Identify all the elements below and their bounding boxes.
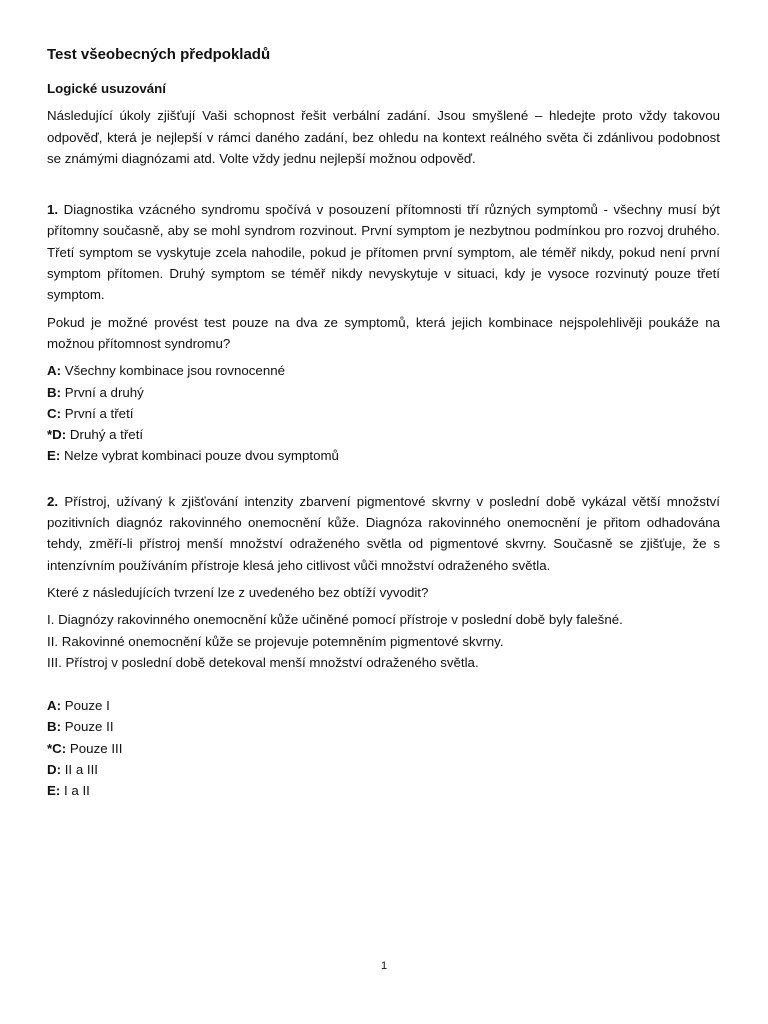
statement-item: III. Přístroj v poslední době detekoval menší množství odraženého světla. — [47, 654, 479, 670]
answer-option-c — [47, 403, 720, 424]
option-text: Pouze II — [64, 719, 114, 735]
answer-option-a — [47, 695, 720, 716]
answer-option-d — [47, 759, 720, 780]
answer-option-b — [47, 382, 720, 403]
option-key: B: — [47, 384, 62, 400]
statement-item: I. Diagnózy rakovinného onemocnění kůže učiněné pomocí přístroje v poslední době byly falešné. — [47, 612, 623, 628]
answer-options — [47, 695, 720, 801]
answer-option-d — [47, 424, 720, 445]
option-text: Nelze vybrat kombinaci pouze dvou symptomů — [64, 448, 339, 464]
intro-paragraph: Následující úkoly zjišťují Vaši schopnost řešit verbální zadání. Jsou smyšlené – hledejte proto vždy takovou odpověď, která je nejlepší v rámci daného zadání, bez ohledu na kontext reálného světa či zdánlivou podobnost se známými diagnózami atd. Volte vždy jednu nejlepší možnou odpověď. — [47, 108, 720, 166]
option-text: Pouze III — [69, 740, 123, 756]
option-text: I a II — [64, 783, 90, 799]
answer-option-e — [47, 445, 720, 466]
answer-option-a — [47, 360, 720, 381]
statement-list — [47, 609, 720, 673]
statement-item: II. Rakovinné onemocnění kůže se projevuje potemněním pigmentové skvrny. — [47, 633, 504, 649]
question-2-prompt: Které z následujících tvrzení lze z uvedeného bez obtíží vyvodit? — [47, 584, 429, 600]
answer-option-e — [47, 780, 720, 801]
option-text: II a III — [64, 762, 98, 778]
option-key: D: — [47, 762, 62, 778]
answer-option-b — [47, 716, 720, 737]
option-key: E: — [47, 448, 61, 464]
question-number: 2. — [47, 493, 59, 509]
option-text: První a třetí — [64, 405, 134, 421]
page-number: 1 — [380, 960, 388, 972]
option-text: Pouze I — [64, 698, 110, 714]
option-text: Všechny kombinace jsou rovnocenné — [64, 363, 286, 379]
option-key: C: — [47, 405, 62, 421]
question-1-text — [47, 199, 720, 305]
question-1 — [47, 199, 720, 467]
question-body: Diagnostika vzácného syndromu spočívá v posouzení přítomnosti tří různých symptomů - všechny musí být přítomny současně, aby se mohl syndrom rozvinout. První symptom je nezbytnou podmínkou pro rozvoj druhého. Třetí symptom se vyskytuje zcela nahodile, pokud je přítomen první symptom, ale téměř nikdy, pokud není první symptom přítomen. Druhý symptom se téměř nikdy nevyskytuje v situaci, kdy je vysoce rozvinutý pouze třetí symptom. — [47, 202, 720, 303]
question-2 — [47, 491, 720, 802]
document-title: Test všeobecných předpokladů — [47, 46, 271, 63]
question-number: 1. — [47, 202, 59, 218]
option-key: B: — [47, 719, 62, 735]
option-text: První a druhý — [64, 384, 144, 400]
option-key: *C: — [47, 740, 67, 756]
question-1-prompt: Pokud je možné provést test pouze na dva ze symptomů, která jejich kombinace nejspolehlivěji poukáže na možnou přítomnost syndromu? — [47, 314, 720, 351]
option-key: A: — [47, 363, 62, 379]
option-key: E: — [47, 783, 61, 799]
answer-option-c — [47, 738, 720, 759]
question-body: Přístroj, užívaný k zjišťování intenzity zbarvení pigmentové skvrny v poslední době vykázal větší množství pozitivních diagnóz rakovinného onemocnění kůže. Diagnóza rakovinného onemocnění je přitom odhadována tehdy, změří-li přístroj menší množství odraženého světla od pigmentové skvrny. Současně se zjišťuje, že s intenzívním používáním přístroje klesá jeho citlivost vůči množství odraženého světla. — [47, 493, 720, 573]
question-2-text — [47, 491, 720, 576]
option-text: Druhý a třetí — [69, 427, 144, 443]
answer-options — [47, 360, 720, 466]
option-key: A: — [47, 698, 62, 714]
document-page — [47, 44, 720, 802]
section-heading: Logické usuzování — [47, 81, 166, 96]
option-key: *D: — [47, 427, 67, 443]
